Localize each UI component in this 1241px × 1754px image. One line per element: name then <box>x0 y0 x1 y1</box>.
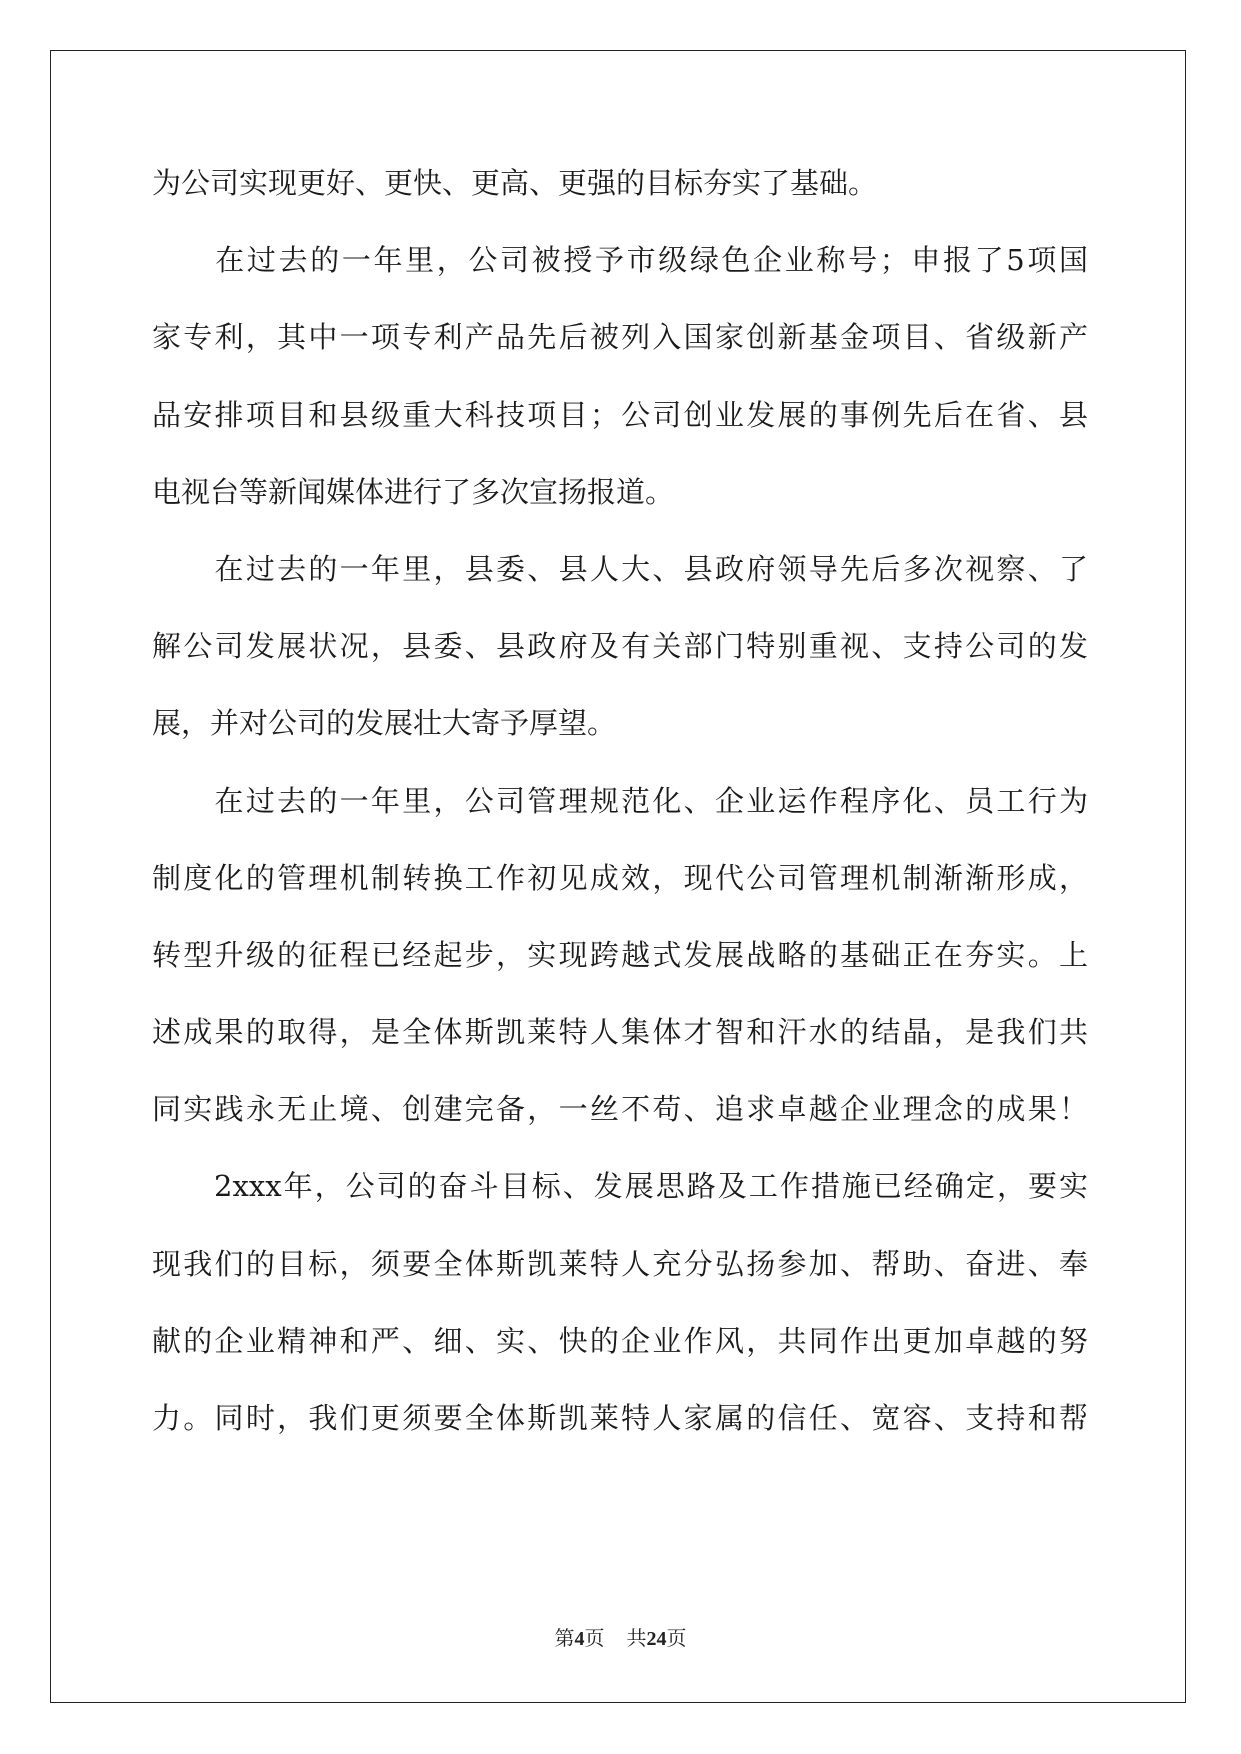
total-suffix: 页 <box>666 1628 687 1650</box>
text-line: 力。同时，我们更须要全体斯凯莱特人家属的信任、宽容、支持和帮 <box>152 1401 1088 1435</box>
document-body <box>152 145 1088 1457</box>
text-line: 转型升级的征程已经起步，实现跨越式发展战略的基础正在夯实。上 <box>152 937 1088 972</box>
page-prefix: 第 <box>554 1628 575 1650</box>
text-line: 家专利，其中一项专利产品先后被列入国家创新基金项目、省级新产 <box>152 320 1088 355</box>
text-line: 在过去的一年里，县委、县人大、县政府领导先后多次视察、了 <box>152 551 1088 586</box>
text-line: 电视台等新闻媒体进行了多次宣扬报道。 <box>152 474 675 509</box>
text-line: 为公司实现更好、更快、更高、更强的目标夯实了基础。 <box>152 166 878 200</box>
page-current: 4 <box>574 1628 585 1650</box>
text-line: 现我们的目标，须要全体斯凯莱特人充分弘扬参加、帮助、奋进、奉 <box>152 1246 1088 1281</box>
text-line: 述成果的取得，是全体斯凯莱特人集体才智和汗水的结晶，是我们共 <box>152 1015 1088 1050</box>
page-total: 24 <box>646 1628 667 1650</box>
text-line: 解公司发展状况，县委、县政府及有关部门特别重视、支持公司的发 <box>152 629 1088 664</box>
text-line: 2xxx年，公司的奋斗目标、发展思路及工作措施已经确定，要实 <box>152 1169 1088 1204</box>
total-prefix: 共 <box>626 1628 647 1650</box>
text-line: 在过去的一年里，公司管理规范化、企业运作程序化、员工行为 <box>152 783 1088 818</box>
text-line: 献的企业精神和严、细、实、快的企业作风，共同作出更加卓越的努 <box>152 1323 1088 1358</box>
text-line: 品安排项目和县级重大科技项目；公司创业发展的事例先后在省、县 <box>152 397 1088 432</box>
text-line: 在过去的一年里，公司被授予市级绿色企业称号；申报了5项国 <box>152 243 1088 278</box>
page-suffix: 页 <box>584 1628 605 1650</box>
text-line: 展，并对公司的发展壮大寄予厚望。 <box>152 706 617 741</box>
text-line: 同实践永无止境、创建完备，一丝不苟、追求卓越企业理念的成果！ <box>152 1092 1088 1127</box>
page-footer <box>0 1622 1241 1651</box>
text-line: 制度化的管理机制转换工作初见成效，现代公司管理机制渐渐形成， <box>152 860 1088 895</box>
